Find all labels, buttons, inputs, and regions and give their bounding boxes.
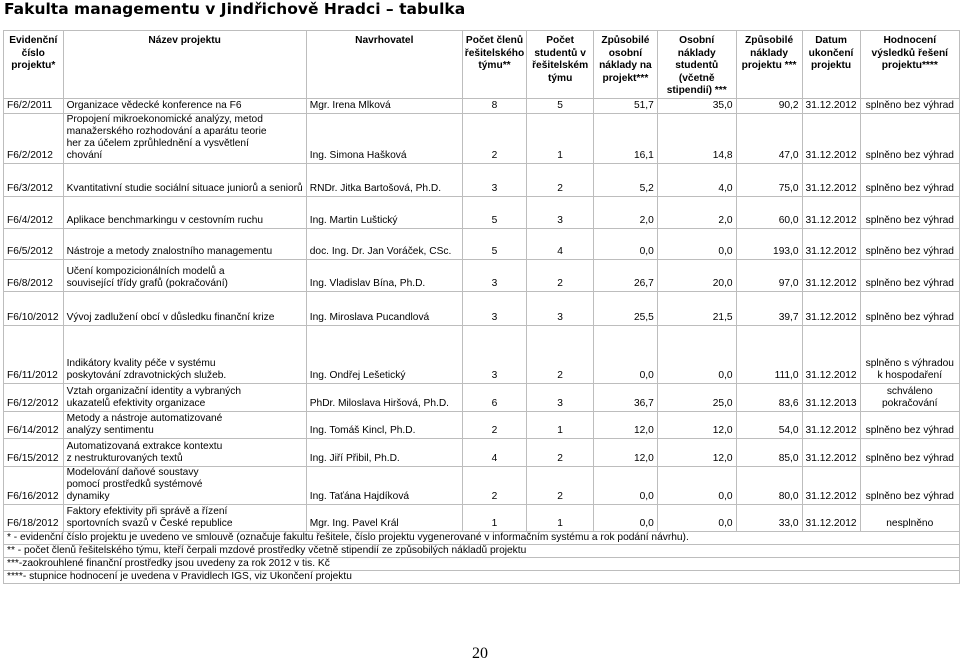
project-name-text: Faktory efektivity při správě a řízení sportovních svazů v České republice	[66, 506, 233, 529]
cell-name: Organizace vědecké konference na F6	[63, 99, 306, 114]
table-row	[4, 302, 960, 325]
cell-id: F6/5/2012	[4, 239, 64, 259]
footnote-text: ** - počet členů řešitelského týmu, kteří čerpali mzdové prostředky včetně stipendií ze způsobilých nákladů projektu	[4, 545, 960, 558]
footnote-text: * - evidenční číslo projektu je uvedeno ve smlouvě (označuje fakultu řešitele, číslo projektu vygenerované v informačním systému a rok podání návrhu).	[4, 532, 960, 545]
cell-evaluation: nesplněno	[860, 505, 959, 532]
cell-proposer: Mgr. Irena Mlková	[306, 99, 462, 114]
projects-table	[3, 30, 960, 584]
cell-members: 2	[462, 467, 526, 505]
cell-evaluation: splněno bez výhrad	[860, 207, 959, 229]
cell-students: 1	[527, 114, 594, 164]
cell-evaluation: splněno bez výhrad	[860, 412, 959, 439]
cell-name	[63, 260, 306, 292]
cell-id: F6/10/2012	[4, 302, 64, 325]
cell-proposer: Ing. Vladislav Bína, Ph.D.	[306, 260, 462, 292]
project-name-text: Vztah organizační identity a vybraných ukazatelů efektivity organizace	[66, 385, 241, 409]
project-name-text: Automatizovaná extrakce kontextu z nestrukturovaných textů	[66, 440, 223, 464]
footnote-row	[4, 571, 960, 584]
cell-id: F6/2/2012	[4, 114, 64, 164]
row-separator	[4, 325, 960, 344]
cell-name	[63, 114, 306, 164]
cell-project-costs: 47,0	[736, 114, 802, 164]
cell-students: 3	[527, 207, 594, 229]
row-separator	[4, 196, 960, 207]
cell-student-costs: 12,0	[657, 439, 736, 466]
cell-evaluation: splněno bez výhrad	[860, 467, 959, 505]
header-cell: Způsobilé náklady projektu ***	[736, 31, 802, 99]
cell-eligible: 36,7	[594, 384, 658, 411]
cell-members: 2	[462, 114, 526, 164]
cell-student-costs: 14,8	[657, 114, 736, 164]
cell-students: 2	[527, 174, 594, 196]
header-cell: Hodnocení výsledků řešení projektu****	[860, 31, 959, 99]
notes	[4, 532, 960, 584]
page-title: Fakulta managementu v Jindřichově Hradci – tabulka	[4, 0, 466, 18]
cell-eligible: 12,0	[594, 439, 658, 466]
cell-eligible: 25,5	[594, 302, 658, 325]
cell-evaluation: splněno bez výhrad	[860, 99, 959, 114]
cell-id: F6/12/2012	[4, 384, 64, 411]
footnote-text: ****- stupnice hodnocení je uvedena v Pravidlech IGS, viz Ukončení projektu	[4, 571, 960, 584]
cell-student-costs: 35,0	[657, 99, 736, 114]
project-name-text: Modelování daňové soustavy pomocí prostředků systémové dynamiky	[66, 466, 203, 502]
cell-end-date: 31.12.2012	[802, 207, 860, 229]
cell-name	[63, 467, 306, 505]
cell-name: Kvantitativní studie sociální situace juniorů a seniorů	[63, 174, 306, 196]
cell-proposer: PhDr. Miloslava Hiršová, Ph.D.	[306, 384, 462, 411]
cell-proposer: doc. Ing. Dr. Jan Voráček, CSc.	[306, 239, 462, 259]
cell-project-costs: 75,0	[736, 174, 802, 196]
cell-id: F6/14/2012	[4, 412, 64, 439]
cell-end-date: 31.12.2012	[802, 114, 860, 164]
cell-eligible: 2,0	[594, 207, 658, 229]
cell-student-costs: 20,0	[657, 260, 736, 292]
cell-project-costs: 97,0	[736, 260, 802, 292]
cell-end-date: 31.12.2012	[802, 302, 860, 325]
table-row	[4, 99, 960, 114]
cell-students: 1	[527, 412, 594, 439]
cell-eligible: 0,0	[594, 467, 658, 505]
cell-eligible: 0,0	[594, 505, 658, 532]
table-row	[4, 344, 960, 384]
cell-students: 2	[527, 344, 594, 384]
cell-id: F6/18/2012	[4, 505, 64, 532]
cell-members: 1	[462, 505, 526, 532]
cell-members: 8	[462, 99, 526, 114]
cell-project-costs: 39,7	[736, 302, 802, 325]
cell-id: F6/8/2012	[4, 260, 64, 292]
cell-project-costs: 80,0	[736, 467, 802, 505]
cell-eligible: 5,2	[594, 174, 658, 196]
cell-project-costs: 85,0	[736, 439, 802, 466]
header-cell: Navrhovatel	[306, 31, 462, 99]
row-separator	[4, 164, 960, 175]
cell-end-date: 31.12.2012	[802, 260, 860, 292]
cell-students: 4	[527, 239, 594, 259]
cell-evaluation: splněno bez výhrad	[860, 239, 959, 259]
cell-end-date: 31.12.2012	[802, 174, 860, 196]
cell-students: 3	[527, 384, 594, 411]
page-number: 20	[472, 645, 488, 662]
cell-proposer: Ing. Martin Luštický	[306, 207, 462, 229]
cell-evaluation: splněno bez výhrad	[860, 302, 959, 325]
cell-name	[63, 384, 306, 411]
cell-project-costs: 54,0	[736, 412, 802, 439]
cell-id: F6/11/2012	[4, 344, 64, 384]
cell-members: 5	[462, 207, 526, 229]
table-row	[4, 174, 960, 196]
cell-evaluation: splněno s výhradou k hospodaření	[860, 344, 959, 384]
cell-student-costs: 2,0	[657, 207, 736, 229]
cell-project-costs: 90,2	[736, 99, 802, 114]
project-name-text: Učení kompozicionálních modelů a související třídy grafů (pokračování)	[66, 266, 228, 289]
cell-members: 3	[462, 174, 526, 196]
cell-proposer: Ing. Jiří Přibil, Ph.D.	[306, 439, 462, 466]
cell-project-costs: 83,6	[736, 384, 802, 411]
cell-project-costs: 60,0	[736, 207, 802, 229]
cell-proposer: RNDr. Jitka Bartošová, Ph.D.	[306, 174, 462, 196]
cell-end-date: 31.12.2012	[802, 239, 860, 259]
cell-members: 5	[462, 239, 526, 259]
row-separator	[4, 292, 960, 303]
cell-student-costs: 12,0	[657, 412, 736, 439]
cell-name: Vývoj zadlužení obcí v důsledku finanční krize	[63, 302, 306, 325]
cell-proposer: Ing. Taťána Hajdíková	[306, 467, 462, 505]
cell-name: Nástroje a metody znalostního managementu	[63, 239, 306, 259]
table-row	[4, 207, 960, 229]
cell-students: 1	[527, 505, 594, 532]
cell-students: 2	[527, 439, 594, 466]
cell-id: F6/3/2012	[4, 174, 64, 196]
project-name-text: Propojení mikroekonomické analýzy, metod manažerského rozhodování a aparátu teorie her za účelem zprůhlednění a vysvětlení chování	[66, 114, 267, 161]
cell-project-costs: 193,0	[736, 239, 802, 259]
cell-name: Aplikace benchmarkingu v cestovním ruchu	[63, 207, 306, 229]
header-cell: Způsobilé osobní náklady na projekt***	[594, 31, 658, 99]
cell-eligible: 51,7	[594, 99, 658, 114]
table-row	[4, 505, 960, 532]
footnote-text: ***-zaokrouhlené finanční prostředky jsou uvedeny za rok 2012 v tis. Kč	[4, 558, 960, 571]
cell-members: 3	[462, 260, 526, 292]
row-separator	[4, 229, 960, 240]
cell-student-costs: 0,0	[657, 344, 736, 384]
cell-evaluation: splněno bez výhrad	[860, 260, 959, 292]
cell-proposer: Mgr. Ing. Pavel Král	[306, 505, 462, 532]
header-cell: Počet studentů v řešitelském týmu	[527, 31, 594, 99]
cell-proposer: Ing. Ondřej Lešetický	[306, 344, 462, 384]
cell-end-date: 31.12.2012	[802, 344, 860, 384]
project-name-text: Metody a nástroje automatizované analýzy sentimentu	[66, 413, 223, 436]
table-row	[4, 260, 960, 292]
cell-proposer: Ing. Miroslava Pucandlová	[306, 302, 462, 325]
header-cell: Evidenční číslo projektu*	[4, 31, 64, 99]
table-row	[4, 239, 960, 259]
header-cell: Název projektu	[63, 31, 306, 99]
cell-students: 5	[527, 99, 594, 114]
cell-members: 3	[462, 344, 526, 384]
table-body	[4, 98, 960, 532]
cell-project-costs: 111,0	[736, 344, 802, 384]
cell-name	[63, 344, 306, 384]
cell-id: F6/2/2011	[4, 99, 64, 114]
cell-eligible: 0,0	[594, 239, 658, 259]
cell-members: 6	[462, 384, 526, 411]
header-cell: Datum ukončení projektu	[802, 31, 860, 99]
cell-students: 2	[527, 467, 594, 505]
table-row	[4, 114, 960, 164]
cell-project-costs: 33,0	[736, 505, 802, 532]
table-header	[4, 31, 960, 99]
cell-end-date: 31.12.2012	[802, 439, 860, 466]
cell-proposer: Ing. Simona Hašková	[306, 114, 462, 164]
cell-end-date: 31.12.2012	[802, 467, 860, 505]
cell-evaluation: splněno bez výhrad	[860, 439, 959, 466]
cell-eligible: 26,7	[594, 260, 658, 292]
cell-members: 4	[462, 439, 526, 466]
table-row	[4, 439, 960, 466]
cell-proposer: Ing. Tomáš Kincl, Ph.D.	[306, 412, 462, 439]
footnote-row	[4, 545, 960, 558]
cell-students: 2	[527, 260, 594, 292]
cell-students: 3	[527, 302, 594, 325]
header-cell: Osobní náklady studentů (včetně stipendií) ***	[657, 31, 736, 99]
cell-id: F6/4/2012	[4, 207, 64, 229]
cell-id: F6/15/2012	[4, 439, 64, 466]
project-name-text: Indikátory kvality péče v systému poskytování zdravotnických služeb.	[66, 358, 227, 381]
cell-eligible: 16,1	[594, 114, 658, 164]
cell-evaluation: splněno bez výhrad	[860, 114, 959, 164]
cell-student-costs: 0,0	[657, 505, 736, 532]
table-row	[4, 384, 960, 411]
cell-members: 2	[462, 412, 526, 439]
header-cell: Počet členů řešitelského týmu**	[462, 31, 526, 99]
footnote-row	[4, 558, 960, 571]
cell-evaluation: splněno bez výhrad	[860, 174, 959, 196]
cell-student-costs: 0,0	[657, 239, 736, 259]
cell-members: 3	[462, 302, 526, 325]
cell-end-date: 31.12.2012	[802, 505, 860, 532]
cell-name	[63, 412, 306, 439]
footnote-row	[4, 532, 960, 545]
cell-student-costs: 4,0	[657, 174, 736, 196]
cell-student-costs: 0,0	[657, 467, 736, 505]
cell-eligible: 12,0	[594, 412, 658, 439]
cell-id: F6/16/2012	[4, 467, 64, 505]
cell-end-date: 31.12.2012	[802, 412, 860, 439]
cell-student-costs: 25,0	[657, 384, 736, 411]
cell-name	[63, 439, 306, 466]
cell-end-date: 31.12.2013	[802, 384, 860, 411]
cell-name	[63, 505, 306, 532]
table-row	[4, 467, 960, 505]
cell-evaluation: schváleno pokračování	[860, 384, 959, 411]
table-row	[4, 412, 960, 439]
cell-end-date: 31.12.2012	[802, 99, 860, 114]
cell-eligible: 0,0	[594, 344, 658, 384]
cell-student-costs: 21,5	[657, 302, 736, 325]
